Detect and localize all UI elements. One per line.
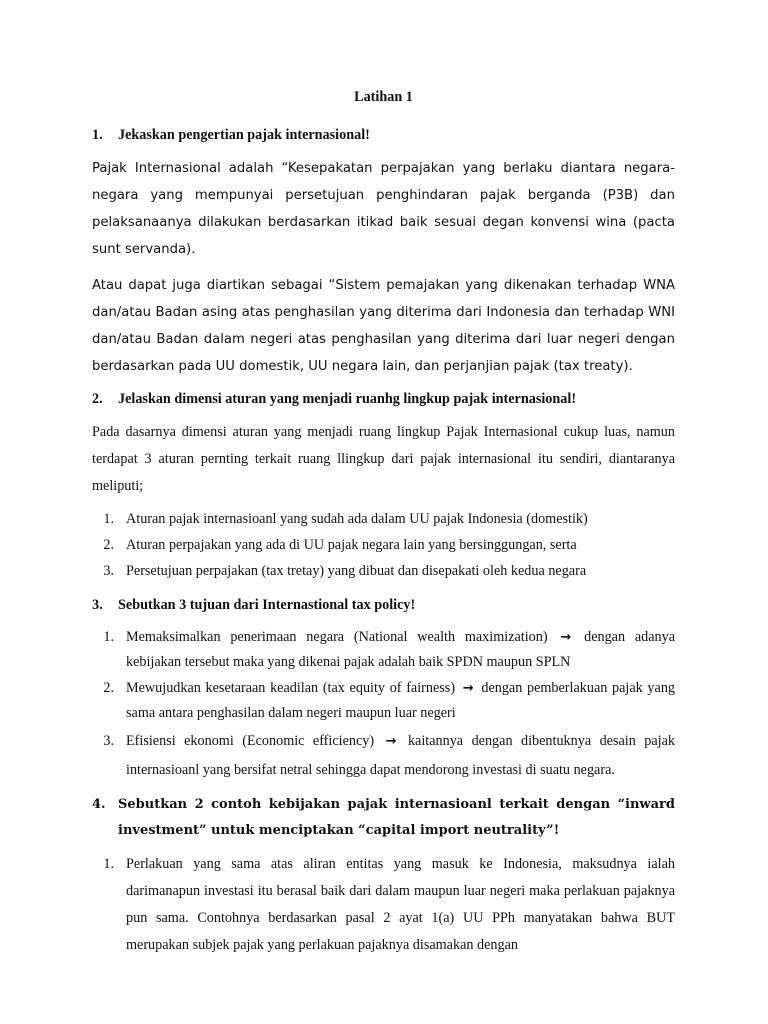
question-number: 3. bbox=[92, 597, 103, 613]
question-number: 1. bbox=[92, 127, 103, 143]
list-item-text-before: Memaksimalkan penerimaan negara (National wealth maximization) bbox=[126, 629, 548, 645]
list-item bbox=[92, 676, 675, 726]
list-item bbox=[92, 727, 675, 784]
list-item-text-after: dengan adanya kebijakan tersebut maka yang dikenai pajak adalah baik SPDN maupun SPLN bbox=[126, 629, 676, 670]
list-item-text bbox=[126, 676, 675, 726]
list-item-number: 1. bbox=[103, 511, 114, 527]
list-item-text-before: Efisiensi ekonomi (Economic efficiency) bbox=[126, 733, 375, 749]
question-2 bbox=[92, 386, 675, 412]
answer-1-paragraph-2-text: Atau dapat juga diartikan sebagai “Sistem pemajakan yang dikenakan terhadap WNA dan/atau Badan asing atas penghasilan yang diterima dari Indonesia dan terhadap WNI dan/atau Badan dalam negeri atas penghasilan yang diterima dari luar negeri dengan berdasarkan pada UU domestik, UU negara lain, dan perjanjian pajak (tax treaty). bbox=[92, 278, 675, 374]
question-4 bbox=[92, 792, 675, 844]
list-item-text: Aturan pajak internasioanl yang sudah ada dalam UU pajak Indonesia (domestik) bbox=[126, 511, 588, 527]
answer-3-list bbox=[92, 625, 675, 784]
list-item-text: Persetujuan perpajakan (tax tretay) yang dibuat dan disepakati oleh kedua negara bbox=[126, 563, 587, 579]
list-item-text bbox=[126, 625, 675, 675]
list-item-number: 1. bbox=[103, 629, 114, 645]
question-1 bbox=[92, 122, 675, 148]
list-item-text-after: dengan pemberlakuan pajak yang sama antara penghasilan dalam negeri maupun luar negeri bbox=[126, 680, 676, 721]
right-arrow-icon: → bbox=[462, 681, 474, 696]
list-item-text: Aturan perpajakan yang ada di UU pajak negara lain yang bersinggungan, serta bbox=[126, 537, 577, 553]
list-item-text-before: Mewujudkan kesetaraan keadilan (tax equity of fairness) bbox=[126, 680, 456, 696]
right-arrow-icon: → bbox=[385, 734, 397, 749]
list-item bbox=[92, 625, 675, 675]
list-item-number: 3. bbox=[103, 733, 114, 749]
list-item bbox=[92, 532, 675, 558]
document-title: Latihan 1 bbox=[354, 89, 413, 105]
list-item-text bbox=[126, 727, 675, 784]
list-item-number: 2. bbox=[103, 680, 114, 696]
list-item-number: 3. bbox=[103, 563, 114, 579]
right-arrow-icon: → bbox=[560, 630, 572, 645]
list-item-number: 2. bbox=[103, 537, 114, 553]
answer-1-paragraph-1: Pajak Internasional adalah “Kesepakatan perpajakan yang berlaku diantara negara-negara yang mempunyai persetujuan penghindaran pajak berganda (P3B) dan pelaksanaanya dilakukan berdasarkan itikad baik sesuai degan konvensi wina (pacta sunt servanda). bbox=[92, 161, 675, 257]
list-item bbox=[92, 506, 675, 532]
list-item-number: 1. bbox=[103, 856, 114, 872]
list-item-text: Perlakuan yang sama atas aliran entitas yang masuk ke Indonesia, maksudnya ialah darimanapun investasi itu berasal baik dari dalam maupun luar negeri maka perlakuan pajaknya pun sama. Contohnya berdasarkan pasal 2 ayat 1(a) UU PPh manyatakan bahwa BUT merupakan subjek pajak yang perlakuan pajaknya disamakan dengan bbox=[126, 856, 675, 953]
question-3 bbox=[92, 592, 675, 618]
question-text: Jekaskan pengertian pajak internasional! bbox=[118, 127, 370, 143]
question-text: Jelaskan dimensi aturan yang menjadi ruanhg lingkup pajak internasional! bbox=[118, 391, 577, 407]
question-number: 2. bbox=[92, 391, 103, 407]
list-item-text-after: kaitannya dengan dibentuknya desain pajak internasioanl yang bersifat netral sehingga dapat mendorong investasi di suatu negara. bbox=[126, 733, 676, 778]
answer-2-list bbox=[92, 506, 675, 584]
list-item bbox=[92, 558, 675, 584]
question-text: Sebutkan 3 tujuan dari Internastional tax policy! bbox=[118, 597, 416, 613]
answer-2-intro: Pada dasarnya dimensi aturan yang menjadi ruang lingkup Pajak Internasional cukup luas, namun terdapat 3 aturan pernting terkait ruang llingkup dari pajak internasional itu sendiri, diantaranya meliputi; bbox=[92, 424, 675, 494]
question-number: 4. bbox=[92, 797, 106, 812]
question-text: Sebutkan 2 contoh kebijakan pajak internasioanl terkait dengan “inward investment” untuk menciptakan “capital import neutrality”! bbox=[118, 797, 675, 838]
answer-4-list bbox=[92, 851, 675, 959]
answer-1-paragraph-2 bbox=[92, 272, 675, 380]
list-item bbox=[92, 851, 675, 959]
